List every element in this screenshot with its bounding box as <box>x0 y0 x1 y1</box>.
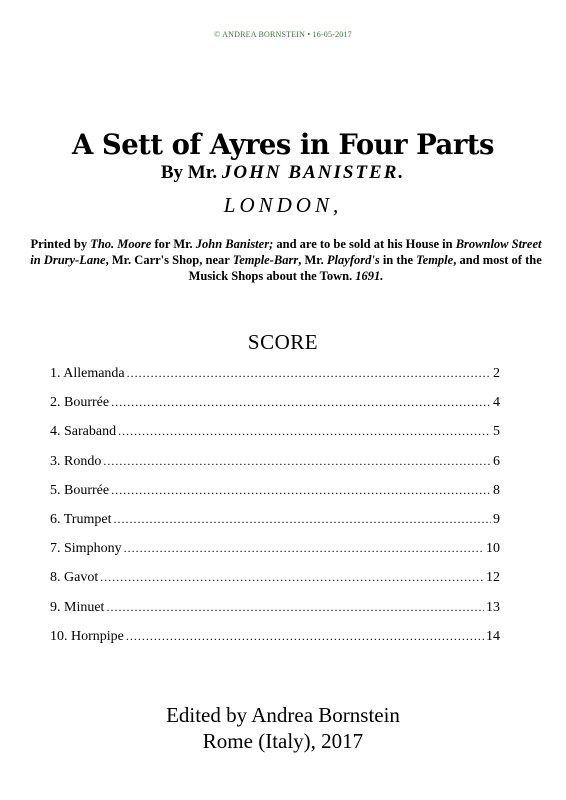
toc-entry-title: 3. Rondo <box>50 453 102 469</box>
toc-entry-page: 9 <box>493 511 500 527</box>
author-prefix: By Mr. <box>160 162 218 183</box>
toc-entry-page: 12 <box>486 570 500 586</box>
toc-entry-title: 5. Bourrée <box>50 482 110 498</box>
toc-entry-title: 7. Simphony <box>50 541 122 557</box>
toc-entry-page: 8 <box>493 482 500 498</box>
imprint-segment: in the <box>382 253 414 267</box>
toc-entry[interactable] <box>50 454 500 483</box>
score-heading: SCORE <box>247 330 319 354</box>
toc-entry-title: 2. Bourrée <box>50 395 110 411</box>
place-year: Rome (Italy), 2017 <box>202 729 364 753</box>
imprint-year: 1691. <box>355 269 384 283</box>
author-name: JOHN BANISTER. <box>221 162 406 183</box>
toc-entry[interactable] <box>50 366 500 395</box>
toc-entry-page: 13 <box>486 599 500 615</box>
toc-entry-title: 10. Hornpipe <box>50 628 124 644</box>
toc-leader-dots <box>111 395 491 412</box>
toc-entry[interactable] <box>50 600 500 629</box>
editor-credit: Edited by Andrea Bornstein <box>166 703 400 727</box>
toc-entry[interactable] <box>50 570 500 599</box>
toc-entry-title: 1. Allemanda <box>50 366 125 381</box>
work-title: A Sett of Ayres in Four Parts <box>72 128 494 161</box>
toc-entry-page: 4 <box>493 395 500 411</box>
copyright-line: © ANDREA BORNSTEIN • 16-05-2017 <box>214 30 352 39</box>
toc-entry-title: 6. Trumpet <box>50 511 112 527</box>
imprint-city: LONDON, <box>223 193 343 217</box>
toc-entry[interactable] <box>50 395 500 424</box>
toc-entry[interactable] <box>50 424 500 453</box>
title-block <box>0 128 566 218</box>
toc-leader-dots <box>100 570 484 587</box>
toc-entry[interactable] <box>50 512 500 541</box>
imprint-segment: , and most of the Musick Shops about the Town. <box>188 253 542 283</box>
toc-entry[interactable] <box>50 629 500 658</box>
toc-entry[interactable] <box>50 541 500 570</box>
toc-entry-title: 9. Minuet <box>50 599 105 615</box>
toc-entry-page: 2 <box>493 366 500 381</box>
toc-leader-dots <box>124 541 484 558</box>
imprint-street: Brownlow Street in Drury-Lane <box>30 237 542 267</box>
toc-entry-page: 14 <box>486 628 500 644</box>
toc-leader-dots <box>106 600 484 617</box>
toc-entry-page: 5 <box>493 424 500 440</box>
imprint-printer: Tho. Moore <box>90 237 152 251</box>
imprint-seller: Playford's <box>326 253 380 267</box>
toc-entry-page: 6 <box>493 453 500 469</box>
imprint-patron: John Banister; <box>195 237 274 251</box>
toc-entry[interactable] <box>50 483 500 512</box>
imprint-place: Temple-Barr <box>232 253 299 267</box>
toc-leader-dots <box>113 512 491 529</box>
toc-leader-dots <box>126 629 484 646</box>
imprint-segment: , Mr. Carr's Shop, near <box>105 253 230 267</box>
toc-entry-title: 4. Saraband <box>50 424 117 440</box>
toc-leader-dots <box>103 454 491 471</box>
toc-entry-page: 10 <box>486 541 500 557</box>
toc-leader-dots <box>118 424 491 441</box>
toc-entry-title: 8. Gavot <box>50 570 99 586</box>
table-of-contents <box>50 366 500 658</box>
imprint-segment: for Mr. <box>154 237 193 251</box>
imprint-place: Temple <box>416 253 454 267</box>
imprint-segment: , Mr. <box>298 253 324 267</box>
author-line <box>0 162 566 184</box>
toc-leader-dots <box>127 366 491 383</box>
imprint-text <box>30 236 542 284</box>
imprint-segment: Printed by <box>30 237 88 251</box>
toc-leader-dots <box>111 483 491 500</box>
imprint-segment: and are to be sold at his House in <box>276 237 453 251</box>
